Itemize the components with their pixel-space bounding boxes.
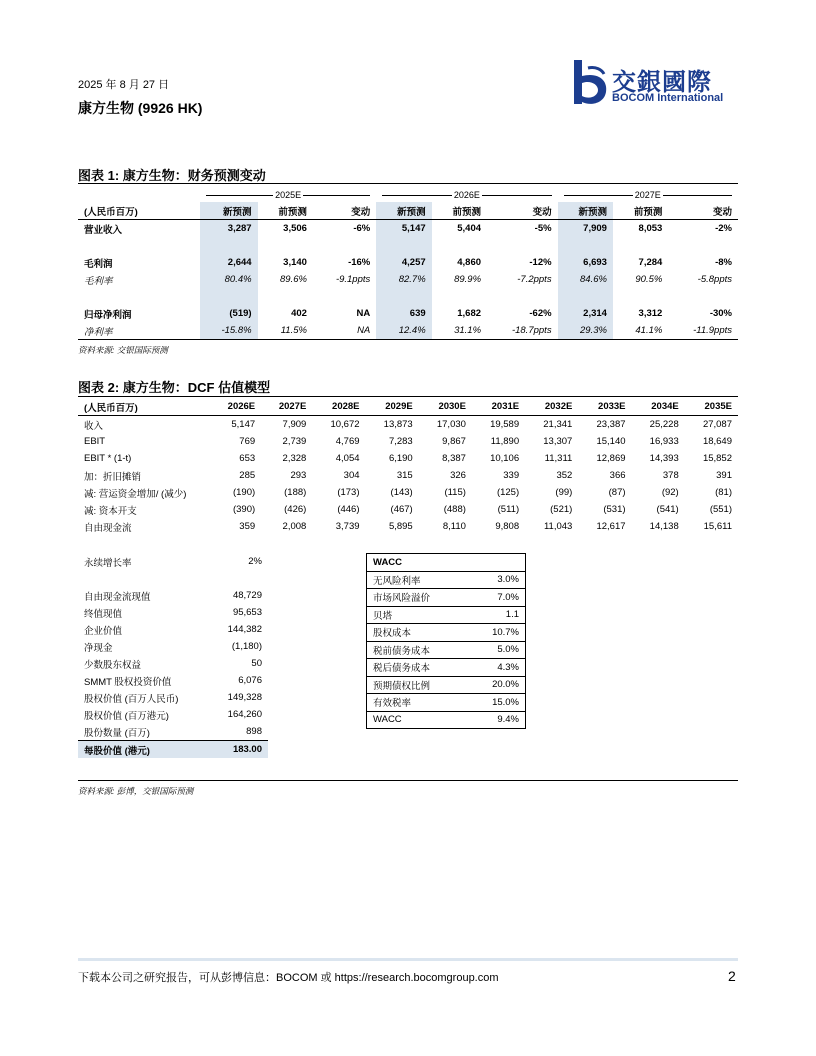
row-value: 4.3%	[468, 659, 526, 677]
year-header: 2033E	[598, 401, 626, 412]
wacc-row	[367, 711, 526, 729]
row-label: 归母净利润	[84, 309, 132, 321]
row-label: 净利率	[84, 326, 113, 338]
table-row	[78, 518, 738, 535]
table-row	[78, 501, 738, 518]
row-label: 少数股东权益	[84, 659, 142, 671]
row-label: 自由现金流	[84, 522, 132, 534]
row-value: 898	[246, 726, 262, 737]
year-label: 2026E	[453, 190, 480, 200]
valuation-row	[78, 655, 268, 672]
table-cell: 89.6%	[280, 274, 307, 285]
table-cell: 6,693	[558, 254, 613, 271]
wacc-row	[367, 571, 526, 589]
table-row	[78, 271, 738, 288]
table-cell: 326	[450, 470, 466, 481]
table-row	[78, 322, 738, 340]
table-cell: -11.9ppts	[693, 325, 732, 336]
row-value: 10.7%	[468, 624, 526, 642]
logo-english-text: BOCOM International	[612, 92, 724, 104]
table-cell	[487, 237, 558, 254]
table-cell: 3,739	[335, 521, 360, 532]
table-cell: (426)	[284, 504, 307, 515]
table-cell: -30%	[709, 308, 732, 319]
row-label: 股权价值 (百万人民币)	[84, 693, 179, 705]
table-cell: -12%	[529, 257, 552, 268]
table-cell: (99)	[555, 487, 573, 498]
table-cell: -6%	[353, 223, 371, 234]
table-cell: -5.8ppts	[697, 274, 732, 285]
table-cell	[200, 237, 258, 254]
row-value: 95,653	[232, 607, 262, 618]
table-cell: 8,053	[638, 223, 663, 234]
table-cell: 7,283	[388, 436, 413, 447]
column-header-row	[78, 398, 738, 416]
table-cell: 304	[343, 470, 360, 481]
row-label: SMMT 股权投资价值	[84, 676, 172, 688]
wacc-row	[367, 659, 526, 677]
wacc-row	[367, 694, 526, 712]
row-value: (1,180)	[231, 641, 262, 652]
table-cell: -9.1ppts	[335, 274, 371, 285]
table-cell: (511)	[497, 504, 520, 515]
table-cell	[558, 288, 613, 305]
table-cell	[487, 288, 558, 305]
table-cell	[376, 288, 431, 305]
table-cell: 5,147	[376, 220, 431, 238]
year-header: 2031E	[491, 401, 520, 412]
table-cell: 9,867	[442, 436, 466, 447]
row-value: 1.1	[468, 606, 526, 624]
wacc-row	[367, 676, 526, 694]
table-cell: -15.8%	[200, 322, 258, 340]
table-cell: 2,314	[558, 305, 613, 322]
table-cell: (551)	[709, 504, 732, 515]
year-label: 2025E	[275, 190, 302, 200]
table-cell	[558, 237, 613, 254]
table-cell: -2%	[715, 223, 732, 234]
table-cell: 315	[396, 470, 413, 481]
year-group-header	[558, 188, 738, 202]
table-cell: 21,341	[543, 419, 573, 430]
table-cell: 17,030	[436, 419, 466, 430]
table-cell: (190)	[232, 487, 256, 498]
table-cell: 13,307	[543, 436, 573, 447]
table-cell: -7.2ppts	[517, 274, 552, 285]
row-label: 税后债务成本	[367, 659, 468, 677]
table-cell: 84.6%	[558, 271, 613, 288]
table-row	[78, 288, 738, 305]
table-cell: -8%	[715, 257, 732, 268]
table-row	[78, 450, 738, 467]
table-row	[78, 237, 738, 254]
row-label: 预期债权比例	[367, 676, 468, 694]
column-header: 新预测	[558, 202, 613, 220]
table-row	[78, 467, 738, 484]
table-cell	[313, 237, 376, 254]
table-cell: 12,869	[596, 453, 626, 464]
table-cell: 15,852	[702, 453, 732, 464]
valuation-row	[78, 638, 268, 655]
row-value: 15.0%	[468, 694, 526, 712]
figure-2-source: 资料来源: 彭博，交银国际预测	[78, 786, 194, 796]
table-cell: 12,617	[596, 521, 626, 532]
table-row	[78, 416, 738, 434]
table-cell: 285	[239, 470, 256, 481]
table-cell: 10,672	[330, 419, 360, 430]
row-label: 收入	[84, 420, 104, 432]
column-header: 前预测	[278, 206, 307, 218]
row-value: 164,260	[227, 709, 262, 720]
table-cell: 82.7%	[376, 271, 431, 288]
table-cell: 80.4%	[200, 271, 258, 288]
table-cell: 653	[239, 453, 256, 464]
column-header: 变动	[532, 206, 552, 218]
table-cell: 391	[716, 470, 732, 481]
table-cell: 14,138	[649, 521, 679, 532]
table-cell: (541)	[656, 504, 679, 515]
table-cell: 5,404	[457, 223, 482, 234]
table-cell: (115)	[444, 487, 466, 498]
table-cell	[432, 288, 487, 305]
table-cell: 8,387	[442, 453, 466, 464]
table-cell: 13,873	[383, 419, 413, 430]
row-label: 毛利率	[84, 275, 113, 287]
table-cell: 1,682	[457, 308, 482, 319]
table-cell: 29.3%	[558, 322, 613, 340]
table-cell	[313, 288, 376, 305]
table-cell	[668, 237, 738, 254]
year-header: 2028E	[332, 401, 360, 412]
table-cell: 7,909	[558, 220, 613, 238]
table-cell: 7,284	[638, 257, 663, 268]
row-label	[78, 570, 210, 587]
table-cell: 11.5%	[280, 325, 307, 336]
wacc-table	[366, 553, 526, 729]
wacc-row	[367, 641, 526, 659]
logo-chinese-text: 交銀國際	[612, 69, 712, 96]
report-date: 2025 年 8 月 27 日	[78, 79, 170, 91]
table-cell: -5%	[534, 223, 552, 234]
table-cell: 4,257	[376, 254, 431, 271]
year-header: 2034E	[651, 401, 679, 412]
bocom-logo	[568, 58, 743, 108]
table-cell	[258, 288, 313, 305]
table-cell	[432, 237, 487, 254]
table-cell: 16,933	[649, 436, 679, 447]
table-cell: -62%	[529, 308, 552, 319]
year-header: 2027E	[278, 401, 307, 412]
table-row	[78, 254, 738, 271]
row-value: 48,729	[232, 590, 262, 601]
wacc-row	[367, 606, 526, 624]
table-cell: 11,890	[490, 436, 520, 447]
row-value: 183.00	[232, 744, 262, 755]
row-label: 净现金	[84, 642, 113, 654]
row-value: 50	[251, 658, 262, 669]
row-label: 营业收入	[84, 224, 123, 236]
table-cell: 41.1%	[635, 325, 663, 336]
table-cell: -16%	[348, 257, 371, 268]
row-label: 市场风险溢价	[367, 589, 468, 607]
valuation-row	[78, 587, 268, 604]
table-cell: 5,895	[388, 521, 413, 532]
column-header-row	[78, 202, 738, 220]
bocom-logo-icon	[568, 58, 610, 108]
table-cell	[376, 237, 431, 254]
year-header-row	[78, 188, 738, 202]
company-title: 康方生物 (9926 HK)	[78, 100, 203, 116]
table-cell: 19,589	[490, 419, 520, 430]
table-cell: 639	[376, 305, 431, 322]
table-cell: -18.7ppts	[511, 325, 552, 336]
table-cell: 12.4%	[376, 322, 431, 340]
forecast-change-table	[78, 188, 738, 340]
row-value: 7.0%	[468, 589, 526, 607]
row-value	[210, 570, 268, 587]
table-cell: (521)	[550, 504, 573, 515]
row-label: 减: 资本开支	[84, 505, 137, 517]
figure-2-top-rule	[78, 396, 738, 397]
table-cell: (446)	[337, 504, 360, 515]
table-cell: 25,228	[649, 419, 679, 430]
column-header: 新预测	[200, 202, 258, 220]
table-cell: (92)	[661, 487, 679, 498]
table-cell: (87)	[608, 487, 626, 498]
table-cell: 14,393	[649, 453, 679, 464]
row-label: WACC	[367, 711, 468, 729]
row-label: 终值现值	[84, 608, 123, 620]
figure-1-title: 图表 1: 康方生物：财务预测变动	[78, 168, 266, 183]
table-cell	[258, 237, 313, 254]
table-cell: 4,860	[457, 257, 482, 268]
year-group-header	[200, 188, 376, 202]
page-number: 2	[728, 968, 736, 984]
year-header: 2026E	[227, 401, 256, 412]
year-header: 2032E	[544, 401, 573, 412]
table-cell: 339	[503, 470, 520, 481]
table-cell: 402	[291, 308, 307, 319]
table-cell: 5,147	[231, 419, 256, 430]
year-header: 2035E	[704, 401, 732, 412]
table-row	[78, 220, 738, 238]
unit-label: (人民币百万)	[84, 206, 138, 218]
table-cell: (188)	[284, 487, 307, 498]
row-label: 税前债务成本	[367, 641, 468, 659]
table-cell: 31.1%	[454, 325, 482, 336]
valuation-row	[78, 621, 268, 638]
table-cell: 89.9%	[454, 274, 482, 285]
row-label	[78, 237, 200, 254]
row-value: 20.0%	[468, 676, 526, 694]
column-header: 前预测	[633, 206, 663, 218]
row-value: 6,076	[238, 675, 262, 686]
valuation-row	[78, 604, 268, 621]
table-cell: 2,644	[200, 254, 258, 271]
row-value: 9.4%	[468, 711, 526, 729]
table-cell: 10,106	[490, 453, 520, 464]
figure-1-top-rule	[78, 183, 738, 184]
row-label: 有效税率	[367, 694, 468, 712]
table-cell: (81)	[715, 487, 732, 498]
wacc-header-row	[367, 554, 526, 572]
table-cell: 18,649	[702, 436, 732, 447]
column-header: 变动	[351, 206, 371, 218]
valuation-row	[78, 689, 268, 706]
table-cell: 27,087	[702, 419, 732, 430]
table-cell: 2,008	[282, 521, 307, 532]
valuation-row	[78, 570, 268, 587]
table-cell: (143)	[390, 487, 413, 498]
table-cell: 366	[609, 470, 626, 481]
valuation-row	[78, 672, 268, 689]
per-share-value-row	[78, 741, 268, 759]
dcf-table	[78, 398, 738, 535]
row-label: 加：折旧摊销	[84, 471, 142, 483]
table-cell: NA	[356, 308, 371, 319]
table-cell: (173)	[337, 487, 360, 498]
table-cell: 3,140	[283, 257, 307, 268]
column-header: 新预测	[376, 202, 431, 220]
row-value: 149,328	[227, 692, 262, 703]
row-label: 自由现金流现值	[84, 591, 151, 603]
row-value: 5.0%	[468, 641, 526, 659]
footer-bar	[78, 958, 738, 961]
spacer	[78, 188, 200, 202]
wacc-title: WACC	[367, 554, 526, 572]
table-cell: (519)	[200, 305, 258, 322]
table-cell: (488)	[443, 504, 466, 515]
table-row	[78, 484, 738, 501]
column-header: 前预测	[452, 206, 482, 218]
table-cell: (390)	[232, 504, 256, 515]
figure-2-bottom-rule	[78, 780, 738, 781]
table-cell: 6,190	[388, 453, 413, 464]
table-cell: 15,611	[703, 521, 732, 532]
table-cell: 11,043	[543, 521, 573, 532]
table-cell: (531)	[603, 504, 626, 515]
row-value: 2%	[248, 556, 262, 567]
row-value: 3.0%	[468, 571, 526, 589]
table-cell: 15,140	[596, 436, 626, 447]
table-cell	[200, 288, 258, 305]
valuation-row	[78, 553, 268, 570]
row-label: EBIT * (1-t)	[84, 453, 132, 464]
row-value: 144,382	[227, 624, 262, 635]
year-group-header	[376, 188, 557, 202]
row-label: 股权成本	[367, 624, 468, 642]
table-row	[78, 305, 738, 322]
row-label: 股权价值 (百万港元)	[84, 710, 169, 722]
figure-1-source: 资料来源: 交银国际预测	[78, 345, 168, 355]
table-cell: 4,054	[335, 453, 360, 464]
valuation-row	[78, 706, 268, 723]
row-label: EBIT	[84, 436, 106, 447]
table-cell	[613, 288, 668, 305]
table-cell: 7,909	[282, 419, 307, 430]
row-label: 贝塔	[367, 606, 468, 624]
table-cell: 3,312	[638, 308, 663, 319]
table-cell: 2,328	[282, 453, 307, 464]
row-label	[78, 288, 200, 305]
table-cell: 8,110	[442, 521, 466, 532]
row-label: 永续增长率	[84, 557, 132, 569]
table-cell: 23,387	[596, 419, 626, 430]
valuation-row	[78, 723, 268, 741]
wacc-row	[367, 589, 526, 607]
table-cell: (125)	[496, 487, 520, 498]
table-row	[78, 433, 738, 450]
table-cell: 3,287	[200, 220, 258, 238]
unit-label: (人民币百万)	[84, 402, 138, 414]
year-label: 2027E	[634, 190, 661, 200]
figure-2-title: 图表 2: 康方生物：DCF 估值模型	[78, 380, 271, 395]
table-cell: 2,739	[282, 436, 307, 447]
row-label: 无风险利率	[367, 571, 468, 589]
row-label: 企业价值	[84, 625, 123, 637]
table-cell: 352	[556, 470, 573, 481]
footer-text: 下载本公司之研究报告，可从彭博信息：BOCOM 或 https://research.bocomgroup.com	[78, 972, 499, 984]
table-cell: 359	[239, 521, 256, 532]
table-cell: 9,808	[495, 521, 520, 532]
column-header: 变动	[712, 206, 732, 218]
table-cell: 293	[290, 470, 307, 481]
row-label: 减: 营运资金增加/ (减少)	[84, 488, 187, 500]
table-cell: 90.5%	[635, 274, 663, 285]
row-label: 毛利润	[84, 258, 113, 270]
table-cell: 378	[662, 470, 679, 481]
table-cell: 769	[239, 436, 256, 447]
row-label: 每股价值 (港元)	[84, 745, 150, 757]
year-header: 2030E	[438, 401, 466, 412]
row-label: 股份数量 (百万)	[84, 727, 150, 739]
table-cell: 3,506	[283, 223, 307, 234]
table-cell: 11,311	[544, 453, 573, 464]
table-cell	[613, 237, 668, 254]
year-header: 2029E	[385, 401, 413, 412]
valuation-summary-table	[78, 553, 268, 758]
table-cell: (467)	[390, 504, 413, 515]
table-cell: 4,769	[335, 436, 360, 447]
table-cell: NA	[357, 325, 371, 336]
table-cell	[668, 288, 738, 305]
wacc-row	[367, 624, 526, 642]
